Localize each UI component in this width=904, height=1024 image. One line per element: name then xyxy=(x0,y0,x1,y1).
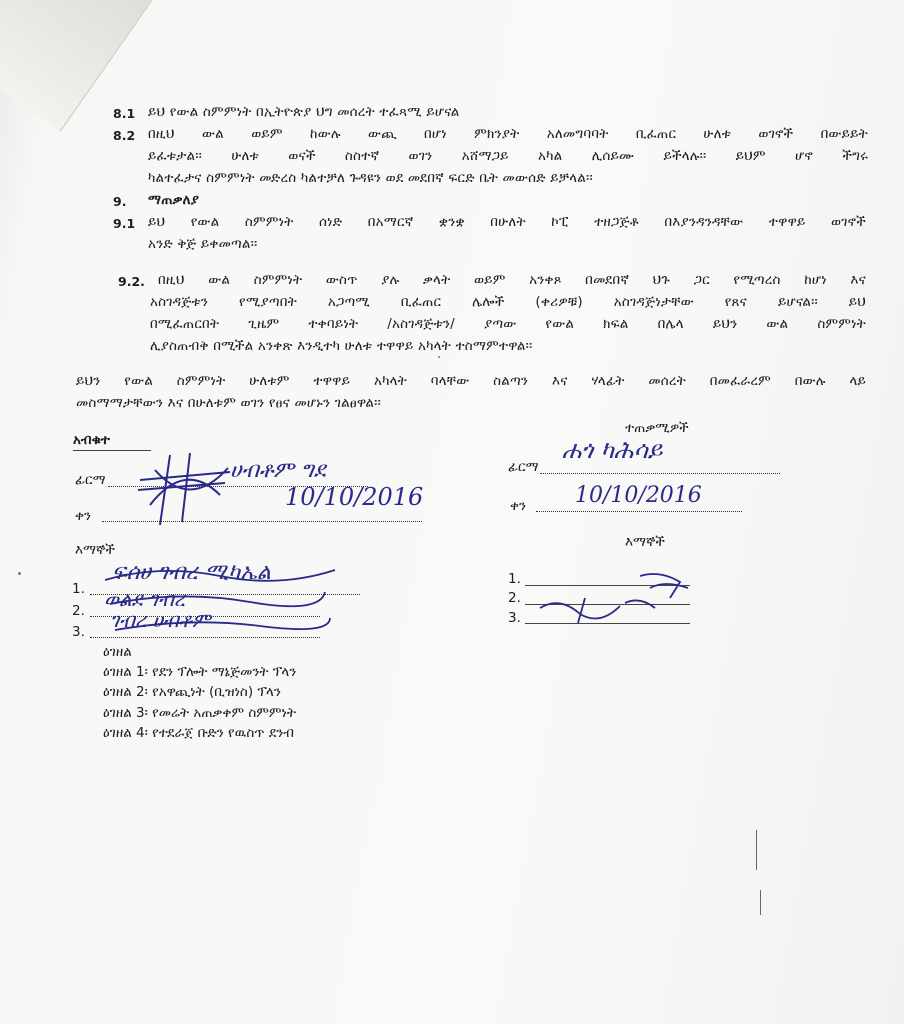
clause-9-2-line-2: አስገዳጅቱን የሚያጣበት አጋጣሚ ቢፈጠር ሌሎች (ቀሪዎቹ) አስገዳጅነታቸው የጸና ይሆናል፡፡ ይህ xyxy=(150,294,866,310)
left-date-label: ቀን xyxy=(75,508,92,524)
section-9-number: 9. xyxy=(113,194,127,209)
clause-8-1-text: ይህ የውል ስምምነት በኢትዮጵያ ህግ መሰረት ተፈጻሚ ይሆናል xyxy=(148,104,460,120)
clause-9-2-line-1: በዚህ ውል ስምምነት ውስጥ ያሉ ቃላት ወይም አንቀጾ በመደበኛ ህጉ ጋር የሚጣረስ ከሆነ እና xyxy=(158,272,866,288)
right-party-heading: ተጠቃሚዎች xyxy=(625,420,689,436)
annex-item-3: ዕገዘል 3፡ የመሬት አጠቃቀም ስምምነት xyxy=(103,705,296,721)
annex-item-1: ዕገዘል 1፡ የደን ፕሎት ማኔጅመንት ፕላን xyxy=(103,664,297,680)
clause-9-1-number: 9.1 xyxy=(113,216,136,231)
left-party-heading: አብቁተ xyxy=(73,432,110,448)
clause-8-1-number: 8.1 xyxy=(113,106,136,121)
left-witness-scribbles xyxy=(100,562,340,637)
left-witness-3-number: 3. xyxy=(72,624,85,640)
left-handwritten-date: 10/10/2016 xyxy=(285,483,424,511)
right-sign-line xyxy=(540,473,780,474)
clause-9-2-line-4: ሊያስጠብቅ በሚችል አንቀጽ እንዲተካ ሁለቱ ተዋዋይ አካላት ተስማምተዋል፡፡ xyxy=(150,338,533,354)
left-witness-3-signature: ገብረ ሀብቶም xyxy=(110,608,211,632)
clause-9-2-number: 9.2. xyxy=(118,274,145,289)
closing-line-1: ይህን የውል ስምምነት ሁለቱም ተዋዋይ አካላት ባላቸው ስልጣን እና ሃላፊት መሰረት በመፈራረም በውሉ ላይ xyxy=(76,373,866,389)
annex-title: ዕገዘል xyxy=(103,644,132,660)
left-witnesses-heading: እማኞች xyxy=(75,542,115,558)
closing-line-2: መስማማታቸውን እና በሁለቱም ወገን የፀና መሆኑን ገልፀዋል፡፡ xyxy=(76,395,381,411)
right-witnesses-heading: እማኞች xyxy=(625,534,665,550)
right-witness-1-number: 1. xyxy=(508,571,521,587)
scan-speck xyxy=(18,572,21,575)
clause-8-2-line-2: ይፈቱታል፡፡ ሁለቱ ወናች ስስተኛ ወገን አሸማጋይ አካል ሊሰይሙ ይችላሉ፡፡ ይህም ሆኖ ችግሩ xyxy=(148,148,868,164)
right-handwritten-name: ሐጎ ካሕሳይ xyxy=(562,436,663,464)
right-handwritten-date: 10/10/2016 xyxy=(575,483,702,508)
right-witness-signatures xyxy=(530,568,700,628)
right-sign-label: ፊርማ xyxy=(508,459,539,475)
left-handwritten-name: ሀብቶም ግደ xyxy=(230,458,326,483)
left-date-line xyxy=(102,521,422,522)
left-witness-1-signature: ፍሰሀ ገብረ ሚካኤል xyxy=(112,560,271,585)
right-date-line xyxy=(536,511,742,512)
left-witness-1-number: 1. xyxy=(72,581,85,597)
clause-9-2-line-3: በሚፈጠርበት ጊዜም ተቀባይነት /አስገዳጅቱን/ ያጣው የውል ክፍል በሌላ ይህን ውል ስምምነት xyxy=(150,316,866,332)
clause-8-2-number: 8.2 xyxy=(113,128,136,143)
clause-9-1-line-1: ይህ የውል ስምምነት ሰነድ በአማርኛ ቋንቋ በሁለት ኮፒ ተዘጋጅቶ በእያንዳንዳቸው ተዋዋይ ወገኖች xyxy=(148,214,866,230)
scan-mark-line xyxy=(760,890,761,915)
clause-9-1-line-2: አንድ ቅጅ ይቀመጣል፡፡ xyxy=(148,236,258,252)
section-9-title: ማጠቃለያ xyxy=(148,192,200,208)
right-date-label: ቀን xyxy=(510,498,527,514)
scan-speck xyxy=(438,356,440,358)
left-witness-2-number: 2. xyxy=(72,603,85,619)
right-witness-2-number: 2. xyxy=(508,590,521,606)
annex-item-4: ዕገዘል 4፡ የተደራጀ ቡድን የዉስጥ ደንብ xyxy=(103,725,294,741)
scan-mark-line xyxy=(756,830,757,870)
right-witness-3-number: 3. xyxy=(508,610,521,626)
annex-item-2: ዕገዘል 2፡ የአዋጪነት (ቢዝነስ) ፕላን xyxy=(103,684,281,700)
clause-8-2-line-1: በዚህ ውል ወይም ከውሉ ውጪ በሆነ ምክንያት አለመግባባት ቢፈጠር ሁለቱ ወገኖች በውይይት xyxy=(148,126,868,142)
clause-8-2-line-3: ካልተፈታና ስምምነት መድረስ ካልተቻለ ጉዳዩን ወደ መደበኛ ፍርድ ቤት መውሰድ ይቻላል፡፡ xyxy=(148,170,593,186)
left-witness-3-line xyxy=(90,637,320,638)
left-party-signature xyxy=(130,450,240,530)
left-sign-label: ፊርማ xyxy=(75,472,106,488)
left-witness-2-signature: ወልደ ገብረ xyxy=(104,587,186,611)
